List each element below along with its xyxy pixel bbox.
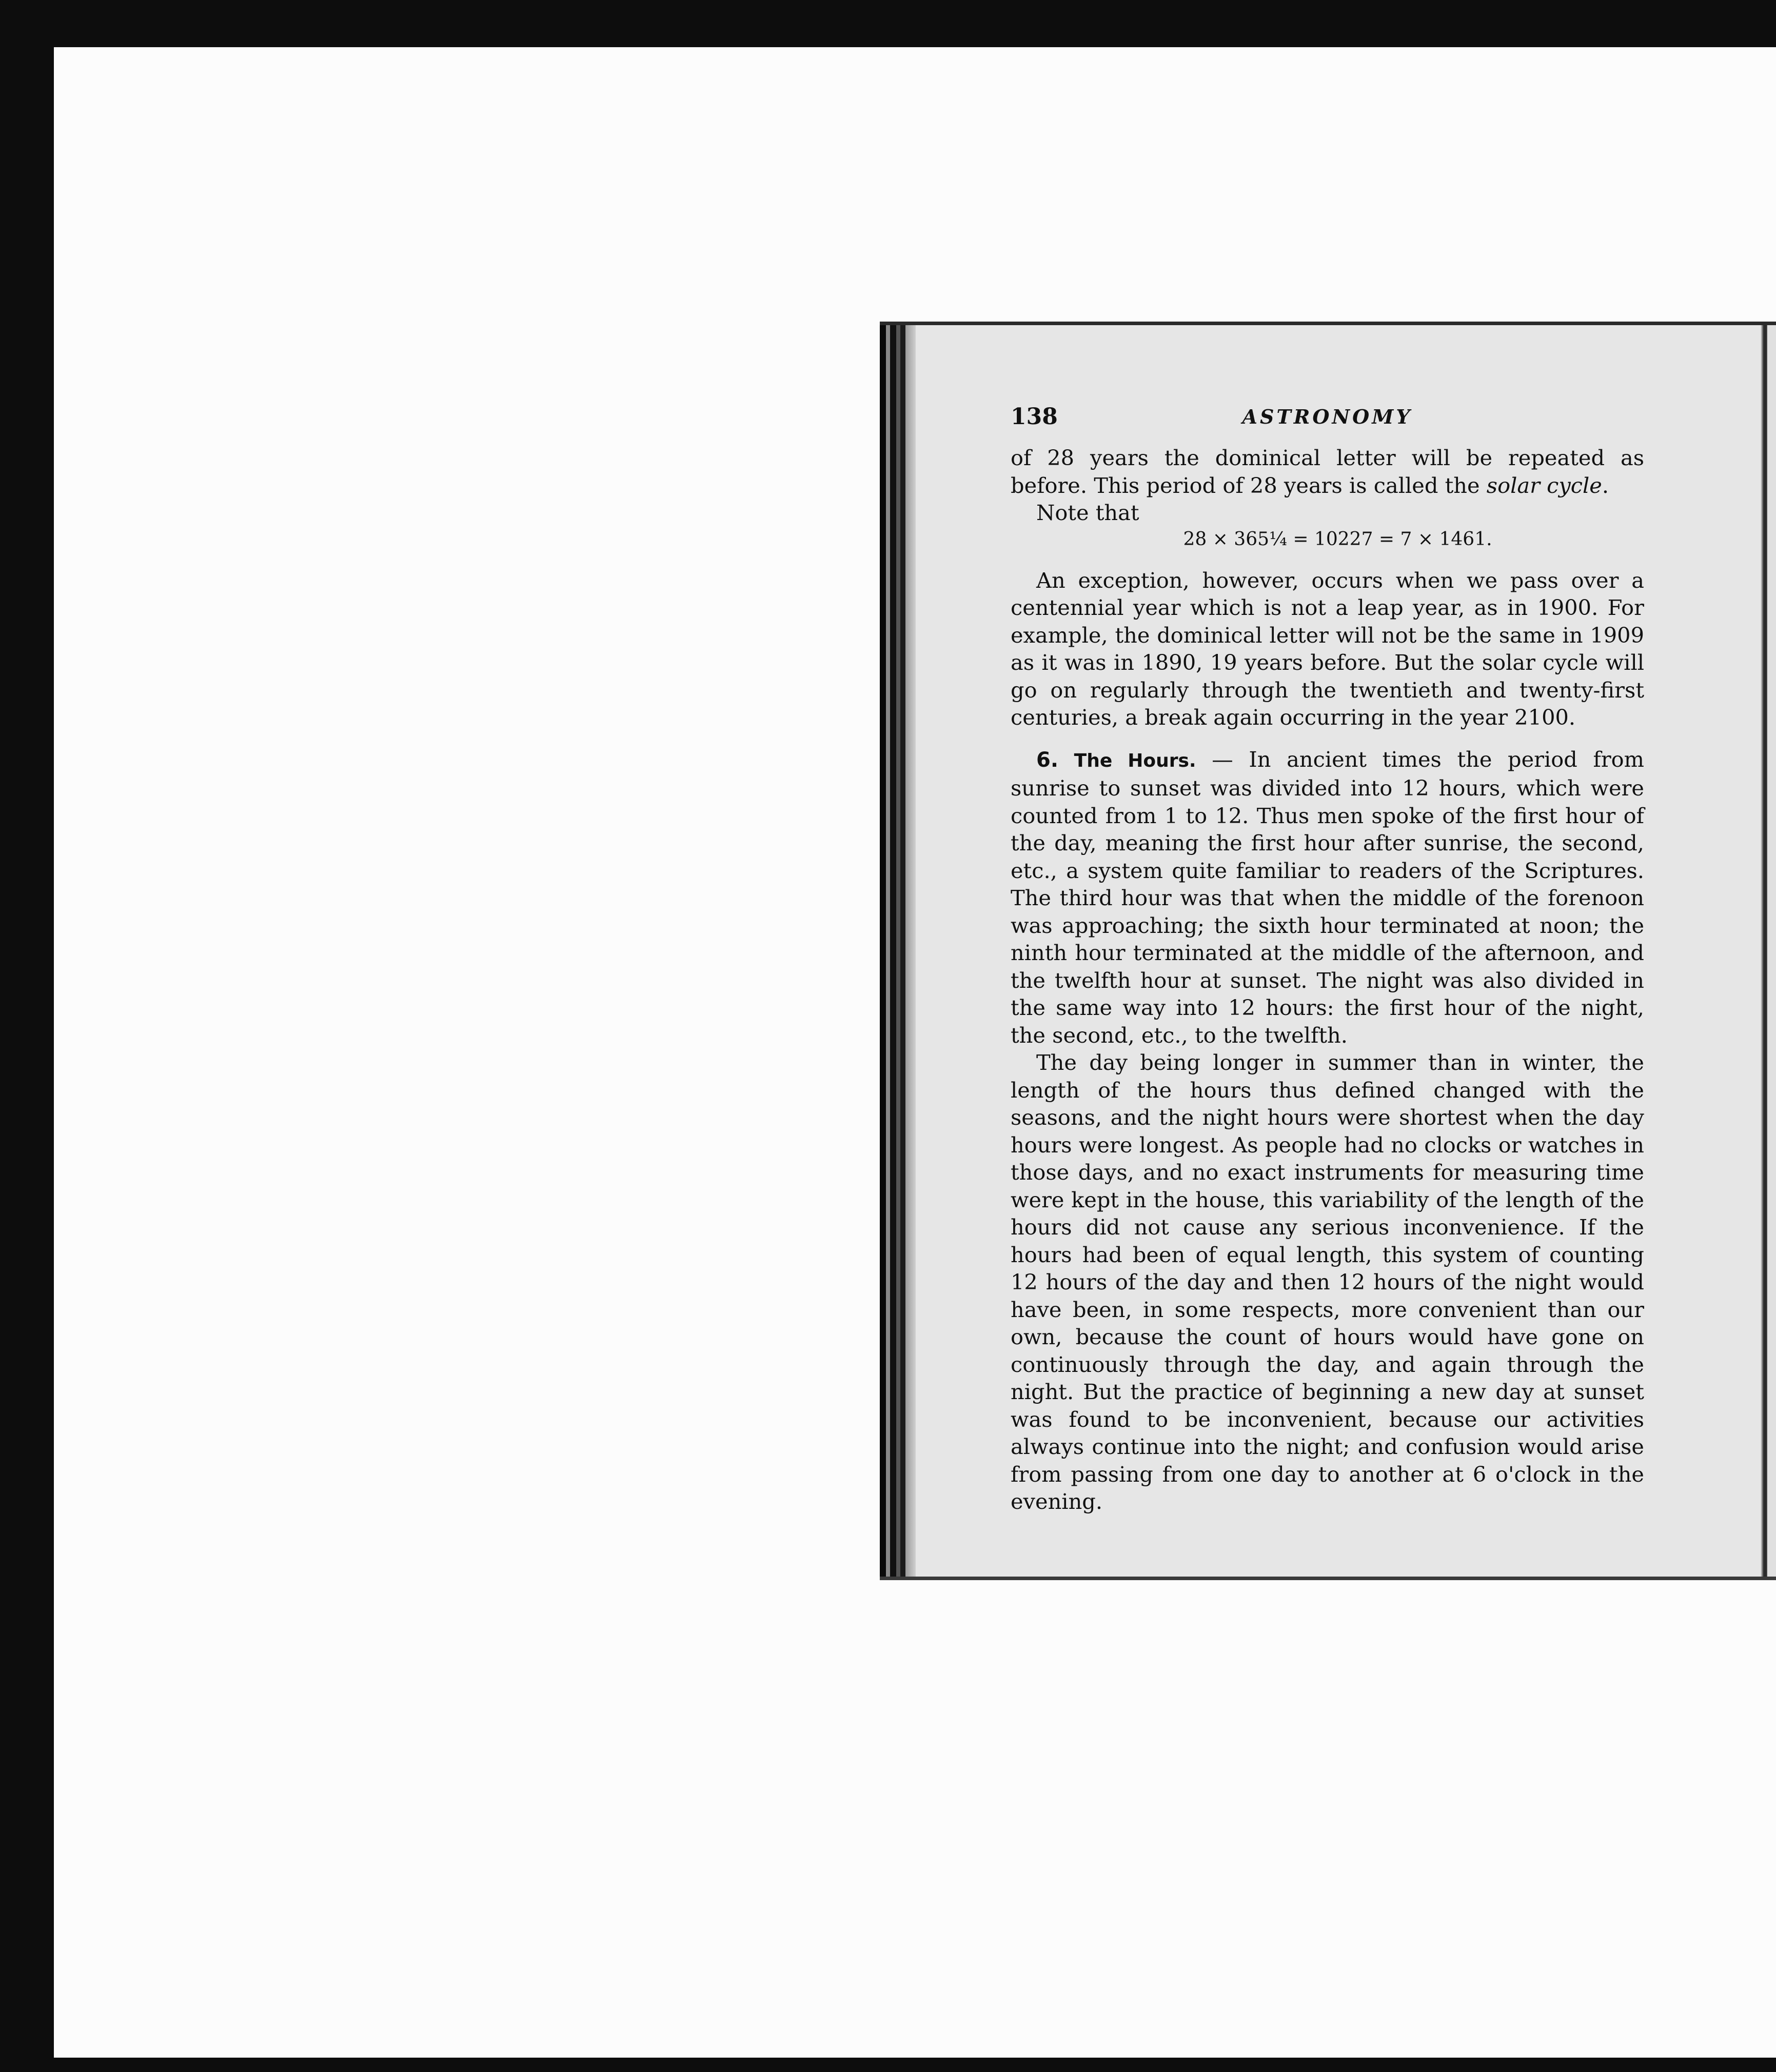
- scan-border-bottom: [0, 2058, 1776, 2072]
- scan-border-top: [0, 0, 1776, 47]
- paragraph-end: .: [1602, 472, 1609, 498]
- paragraph-solar-cycle: [1011, 444, 1644, 499]
- section-title: The Hours.: [1074, 750, 1196, 771]
- running-title: ASTRONOMY: [1242, 405, 1413, 428]
- formula: 28 × 365¼ = 10227 = 7 × 1461.: [1183, 528, 1492, 550]
- paragraph-hours: [1011, 746, 1644, 1049]
- paragraph-text: of 28 years the dominical letter will be repeated as before. This period of 28 years is called the: [1011, 445, 1644, 498]
- book-page: [880, 322, 1776, 1580]
- page-number: 138: [1011, 404, 1058, 430]
- section-number: 6.: [1036, 748, 1059, 772]
- note-line: Note that: [1036, 500, 1139, 525]
- italic-term: solar cycle: [1486, 472, 1602, 498]
- page-content: [1011, 403, 1644, 1516]
- scan-border-left: [0, 0, 54, 2072]
- book-spine: [880, 325, 916, 1577]
- paragraph-text: — In ancient times the period from sunrise to sunset was divided into 12 hours, which were counted from 1 to 12. Thus men spoke of the first hour of the day, meaning the first hour after sunrise, the second, etc., a system quite familiar to readers of the Scriptures. The third hour was that when the middle of the forenoon was approaching; the sixth hour terminated at noon; the ninth hour terminated at the middle of the afternoon, and the twelfth hour at sunset. The night was also divided in the same way into 12 hours: the first hour of the night, the second, etc., to the twelfth.: [1011, 746, 1645, 1048]
- running-head: [1011, 403, 1644, 444]
- paragraph-exception: An exception, however, occurs when we pass over a centennial year which is not a leap year, as in 1900. For example, the dominical letter will not be the same in 1909 as it was in 1890, 19 years before. But the solar cycle will go on regularly through the twentieth and twenty-first centuries, a break again occurring in the year 2100.: [1011, 567, 1644, 730]
- facing-page-edge: [1761, 325, 1776, 1577]
- paragraph-day-length: The day being longer in summer than in winter, the length of the hours thus defined changed with the seasons, and the night hours were shortest when the day hours were longest. As people had no clocks or watches in those days, and no exact instruments for measuring time were kept in the house, this variability of the length of the hours did not cause any serious inconvenience. If the hours had been of equal length, this system of counting 12 hours of the day and then 12 hours of the night would have been, in some respects, more convenient than our own, because the count of hours would have gone on continuously through the day, and again through the night. But the practice of beginning a new day at sunset was found to be inconvenient, because our activities always continue into the night; and confusion would arise from passing from one day to another at 6 o'clock in the evening.: [1011, 1050, 1644, 1514]
